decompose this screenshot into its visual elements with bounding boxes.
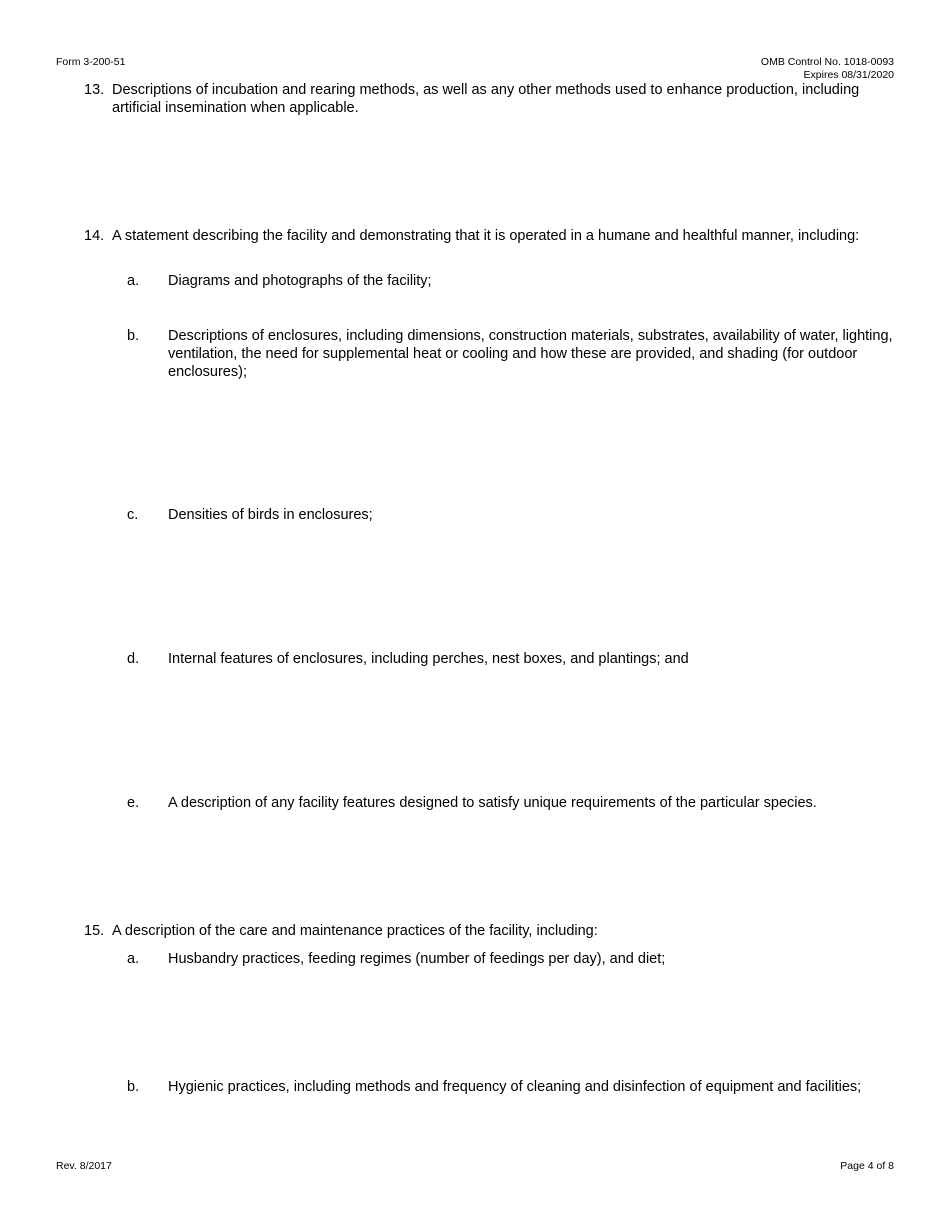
subitem-text: Descriptions of enclosures, including dimensions, construction materials, substrates, availability of water, lighting, ventilation, the need for supplemental heat or cooling and how these are provided, and shading (for outdoor enclosures); <box>168 328 893 380</box>
omb-control-number: OMB Control No. 1018-0093 <box>760 56 894 68</box>
form-number: Form 3-200-51 <box>56 56 126 68</box>
subitem-text: Husbandry practices, feeding regimes (number of feedings per day), and diet; <box>168 951 666 967</box>
subitem-14e <box>127 794 895 812</box>
item-14 <box>84 227 894 245</box>
subitem-letter: d. <box>127 651 140 667</box>
revision-date: Rev. 8/2017 <box>56 1160 112 1172</box>
subitem-text: Internal features of enclosures, including perches, nest boxes, and plantings; and <box>168 651 689 667</box>
item-number: 15. <box>84 923 105 939</box>
item-number: 13. <box>84 82 105 98</box>
subitem-text: Densities of birds in enclosures; <box>168 507 373 523</box>
item-15 <box>84 922 894 940</box>
subitem-15a <box>127 950 895 968</box>
subitem-letter: a. <box>127 273 140 289</box>
subitem-letter: b. <box>127 1079 140 1095</box>
item-text: Descriptions of incubation and rearing methods, as well as any other methods used to enhance production, including artificial insemination when applicable. <box>112 82 860 116</box>
subitem-14c <box>127 506 895 524</box>
subitem-letter: c. <box>127 507 139 523</box>
subitem-letter: e. <box>127 795 140 811</box>
subitem-14a <box>127 272 895 290</box>
subitem-text: Hygienic practices, including methods and frequency of cleaning and disinfection of equipment and facilities; <box>168 1079 862 1095</box>
item-13 <box>84 81 894 117</box>
subitem-15b <box>127 1078 895 1096</box>
subitem-letter: b. <box>127 328 140 344</box>
expiration-date: Expires 08/31/2020 <box>803 69 894 81</box>
subitem-text: A description of any facility features designed to satisfy unique requirements of the particular species. <box>168 795 817 811</box>
subitem-text: Diagrams and photographs of the facility; <box>168 273 432 289</box>
page-number: Page 4 of 8 <box>840 1160 894 1172</box>
item-text: A description of the care and maintenance practices of the facility, including: <box>112 923 598 939</box>
omb-control-block <box>761 56 894 82</box>
subitem-letter: a. <box>127 951 140 967</box>
item-number: 14. <box>84 228 105 244</box>
item-text: A statement describing the facility and demonstrating that it is operated in a humane and healthful manner, including: <box>112 228 860 244</box>
subitem-14d <box>127 650 895 668</box>
subitem-14b <box>127 327 895 381</box>
